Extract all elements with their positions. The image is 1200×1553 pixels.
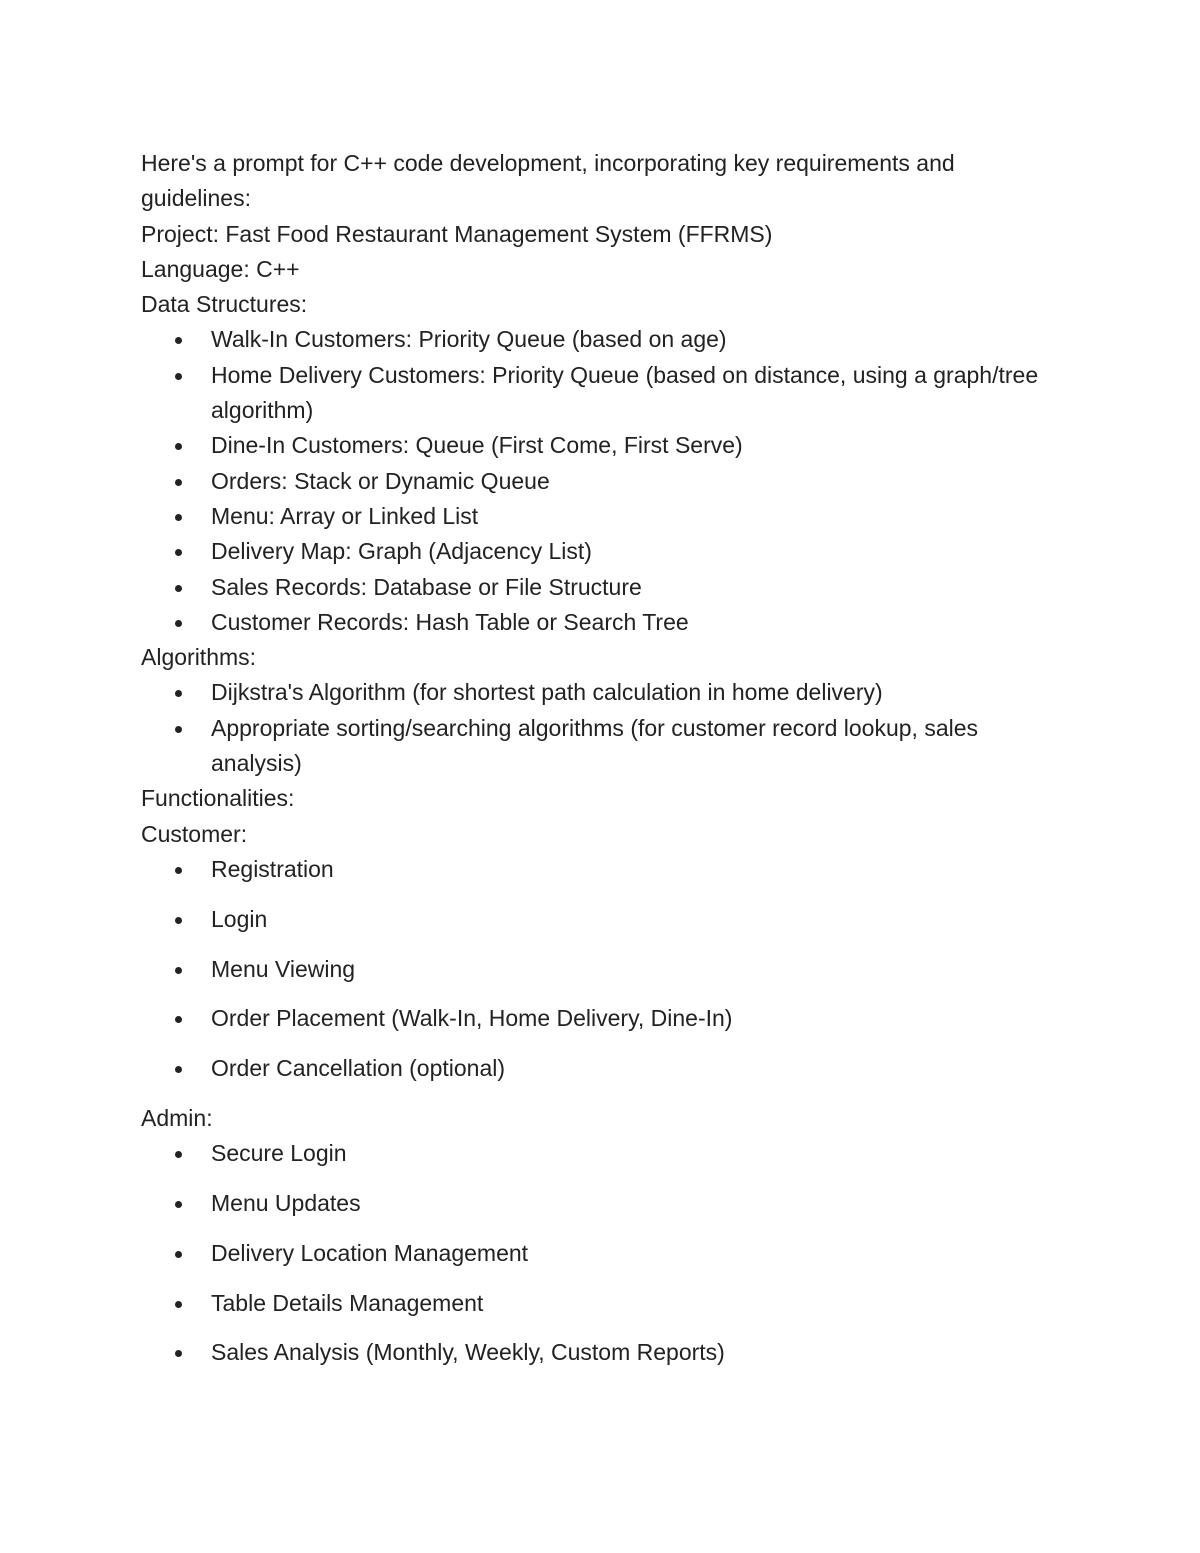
functionalities-heading: Functionalities: (141, 785, 295, 812)
bullet-icon (175, 917, 182, 924)
list-item (211, 1335, 1071, 1370)
list-item-text: Order Placement (Walk-In, Home Delivery, Dine-In) (211, 1005, 733, 1032)
list-item-text: Table Details Management (211, 1289, 484, 1316)
list-item (211, 534, 1071, 569)
list-item (211, 1186, 1071, 1221)
list-item-text: Menu: Array or Linked List (211, 502, 479, 529)
list-item-text: Order Cancellation (optional) (211, 1055, 506, 1082)
bullet-icon (175, 585, 182, 592)
list-item-text: Secure Login (211, 1140, 347, 1167)
list-item (211, 902, 1071, 937)
list-item-text: Customer Records: Hash Table or Search Tree (211, 608, 689, 635)
list-item (211, 358, 1071, 429)
list-item-text: Home Delivery Customers: Priority Queue (based on distance, using a graph/tree algorithm) (211, 361, 1039, 424)
list-item-text: Orders: Stack or Dynamic Queue (211, 467, 550, 494)
bullet-icon (175, 967, 182, 974)
list-item-text: Appropriate sorting/searching algorithms (for customer record lookup, sales analysis) (211, 714, 979, 777)
bullet-icon (175, 726, 182, 733)
bullet-icon (175, 514, 182, 521)
list-item (211, 1236, 1071, 1271)
bullet-icon (175, 337, 182, 344)
list-item (211, 605, 1071, 640)
customer-heading: Customer: (141, 820, 248, 847)
list-item (211, 675, 1071, 710)
list-item (211, 852, 1071, 887)
list-item-text: Registration (211, 855, 334, 882)
list-item-text: Sales Analysis (Monthly, Weekly, Custom Reports) (211, 1339, 725, 1366)
list-item-text: Walk-In Customers: Priority Queue (based on age) (211, 326, 727, 353)
bullet-icon (175, 1016, 182, 1023)
admin-heading: Admin: (141, 1104, 213, 1131)
intro-paragraph: Here's a prompt for C++ code development, incorporating key requirements and guidelines: (141, 150, 955, 212)
list-item-text: Sales Records: Database or File Structure (211, 573, 642, 600)
algorithms-list (141, 675, 1071, 781)
bullet-icon (175, 1066, 182, 1073)
bullet-icon (175, 373, 182, 380)
customer-list (141, 852, 1071, 1086)
list-item (211, 428, 1071, 463)
bullet-icon (175, 1301, 182, 1308)
bullet-icon (175, 867, 182, 874)
bullet-icon (175, 479, 182, 486)
list-item (211, 322, 1071, 357)
document-body (141, 146, 1071, 1385)
list-item-text: Delivery Map: Graph (Adjacency List) (211, 538, 592, 565)
list-item-text: Delivery Location Management (211, 1239, 529, 1266)
list-item (211, 499, 1071, 534)
list-item-text: Menu Updates (211, 1190, 361, 1217)
algorithms-heading: Algorithms: (141, 644, 257, 671)
list-item (211, 1136, 1071, 1171)
list-item-text: Menu Viewing (211, 955, 356, 982)
list-item (211, 1001, 1071, 1036)
list-item-text: Login (211, 905, 268, 932)
data-structures-list (141, 322, 1071, 640)
bullet-icon (175, 690, 182, 697)
project-line: Project: Fast Food Restaurant Management System (FFRMS) (141, 220, 773, 247)
bullet-icon (175, 1151, 182, 1158)
bullet-icon (175, 1251, 182, 1258)
language-line: Language: C++ (141, 255, 300, 282)
bullet-icon (175, 549, 182, 556)
list-item (211, 1051, 1071, 1086)
list-item (211, 464, 1071, 499)
list-item (211, 1286, 1071, 1321)
bullet-icon (175, 1201, 182, 1208)
list-item (211, 570, 1071, 605)
list-item (211, 952, 1071, 987)
admin-list (141, 1136, 1071, 1370)
list-item (211, 711, 1071, 782)
data-structures-heading: Data Structures: (141, 291, 308, 318)
bullet-icon (175, 620, 182, 627)
bullet-icon (175, 1350, 182, 1357)
list-item-text: Dijkstra's Algorithm (for shortest path calculation in home delivery) (211, 679, 883, 706)
bullet-icon (175, 443, 182, 450)
list-item-text: Dine-In Customers: Queue (First Come, First Serve) (211, 432, 743, 459)
